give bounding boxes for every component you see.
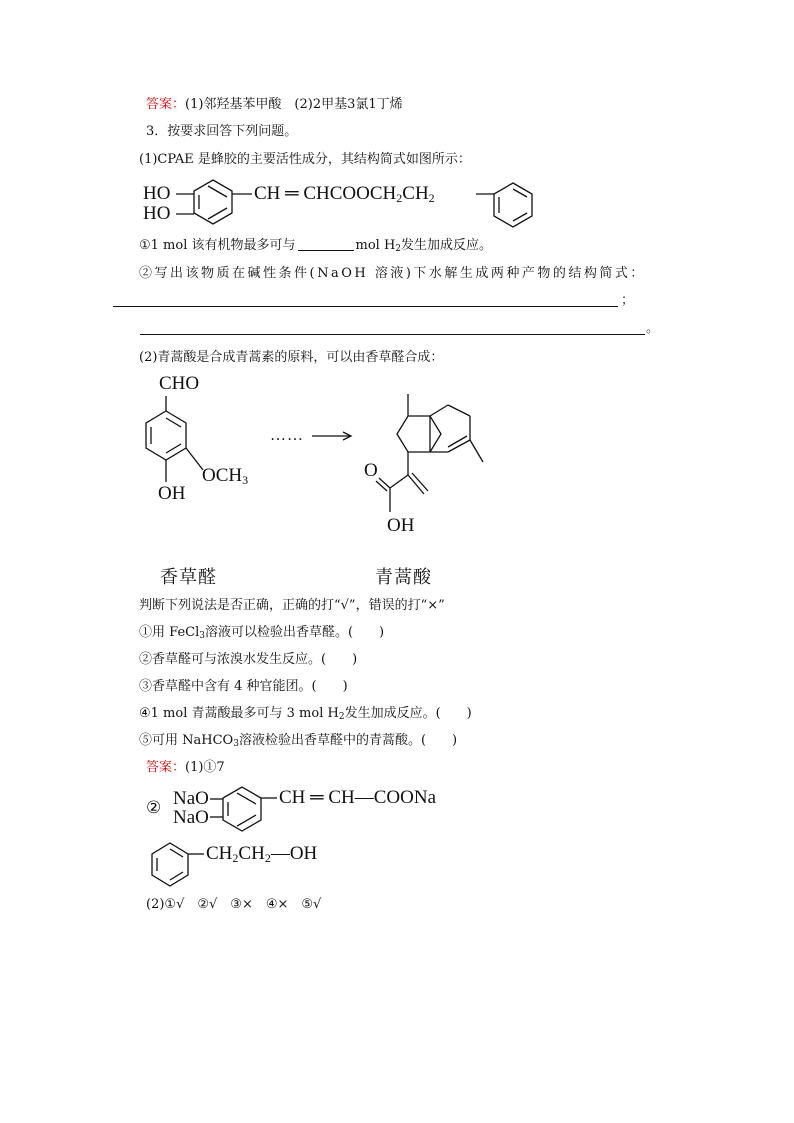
cpae-ho-bottom: HO xyxy=(143,203,171,224)
part2-intro: (2)青蒿酸是合成青蒿素的原料，可以由香草醛合成： xyxy=(139,350,444,365)
judgement-item: ②香草醛可与浓溴水发生反应。( ) xyxy=(139,652,358,667)
vanillin-name: 香草醛 xyxy=(160,567,217,588)
arrow-dots: …… xyxy=(270,427,304,444)
answer-ring-1 xyxy=(223,787,261,831)
judgement-item: ④1 mol 青蒿酸最多可与 3 mol $H_2$发生加成反应。( ) xyxy=(139,706,472,722)
subquestion-1: ①1 mol 该有机物最多可与 mol $H_2$发生加成反应。 xyxy=(139,238,493,254)
subquestion-2: ②写出该物质在碱性条件(NaOH 溶液)下水解生成两种产物的结构简式： xyxy=(139,266,646,281)
part1-intro: (1)CPAE 是蜂胶的主要活性成分，其结构简式如图所示： xyxy=(139,152,471,167)
semicolon: ； xyxy=(621,293,635,308)
judgement-item: ⑤可用 NaHCO$_3$溶液检验出香草醛中的青蒿酸。( ) xyxy=(139,733,458,749)
answer-label: 答案： xyxy=(146,97,186,112)
cpae-chain: CH ═ $CHCOOCH_2CH_2$ xyxy=(254,183,435,205)
artemisinic-acid-name: 青蒿酸 xyxy=(375,567,432,588)
answer-label: 答案： xyxy=(146,760,186,775)
question-3-title: 3．按要求回答下列问题。 xyxy=(146,124,298,139)
product1-chain: CH ═ CH—COONa xyxy=(279,787,437,808)
answer-part2: (2)①√ ②√ ③× ④× ⑤√ xyxy=(146,897,322,912)
answer-circle-2: ② xyxy=(146,798,162,817)
product2-chain: $CH_2CH_2—OH$ xyxy=(206,843,318,865)
vanillin-cho: CHO xyxy=(159,373,200,394)
judge-intro: 判断下列说法是否正确，正确的打“√”，错误的打“×” xyxy=(139,598,445,613)
nao-top: NaO xyxy=(173,788,209,809)
artemisinic-o: O xyxy=(364,460,378,481)
previous-answer-text: (1)邻羟基苯甲酸 (2)2甲基3氯1丁烯 xyxy=(185,97,403,112)
nao-bottom: NaO xyxy=(173,807,209,828)
cpae-ho-top: HO xyxy=(143,183,171,204)
judgement-item: ③香草醛中含有 4 种官能团。( ) xyxy=(139,679,348,694)
period: 。 xyxy=(646,321,660,336)
vanillin-och3: $OCH_3$ xyxy=(202,465,249,487)
artemisinic-oh: OH xyxy=(387,515,415,536)
answer-block-header: 答案：(1)①7 xyxy=(146,760,225,775)
judgement-item: ①用 FeCl$_3$溶液可以检验出香草醛。( ) xyxy=(139,625,385,641)
vanillin-oh: OH xyxy=(158,483,186,504)
